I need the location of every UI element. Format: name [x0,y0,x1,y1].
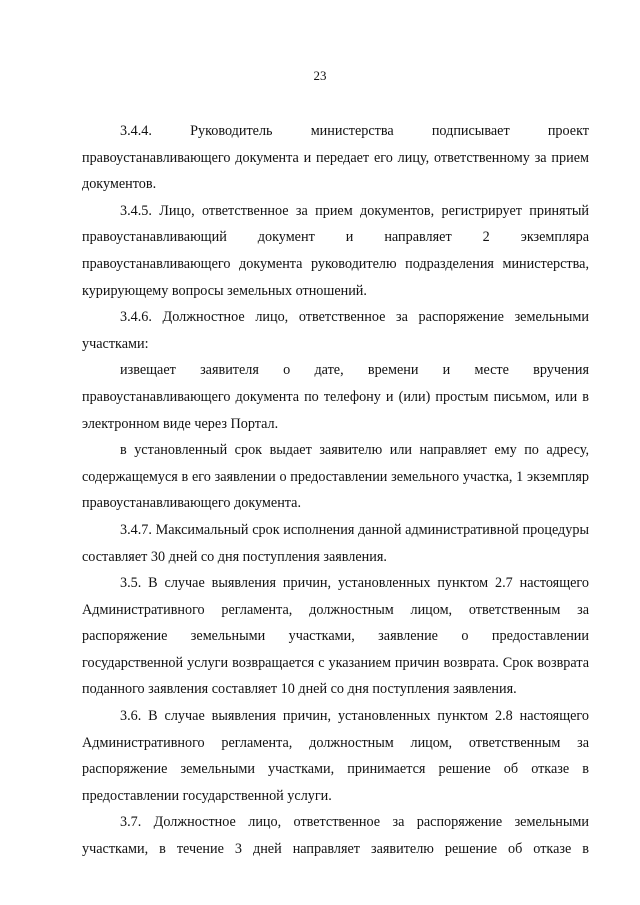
paragraph-3-5: 3.5. В случае выявления причин, установленных пунктом 2.7 настоящего Административного регламента, должностным лицом, ответственным за распоряжение земельными участками, заявление о предоставлении государственной услуги возвращается с указанием причин возврата. Срок возврата поданного заявления составляет 10 дней со дня поступления заявления. [82,575,589,698]
paragraph-3-4-5: 3.4.5. Лицо, ответственное за прием документов, регистрирует принятый правоустанавливающий документ и направляет 2 экземпляра правоустанавливающего документа руководителю подразделения министерства, курирующему вопросы земельных отношений. [82,202,589,299]
paragraph-3-6: 3.6. В случае выявления причин, установленных пунктом 2.8 настоящего Административного регламента, должностным лицом, ответственным за распоряжение земельными участками, принимается решение об отказе в предоставлении государственной услуги. [82,708,589,804]
paragraph-3-7: 3.7. Должностное лицо, ответственное за распоряжение земельными участками, в течение 3 дней направляет заявителю решение об отказе в [82,814,589,858]
document-body [82,118,589,863]
page-number: 23 [313,68,327,83]
paragraph-3-4-4: 3.4.4. Руководитель министерства подписывает проект правоустанавливающего документа и передает его лицу, ответственному за прием документов. [82,123,589,193]
paragraph-3-4-6: 3.4.6. Должностное лицо, ответственное за распоряжение земельными участками: [82,309,589,352]
paragraph-notify: извещает заявителя о дате, времени и месте вручения правоустанавливающего документа по телефону и (или) простым письмом, или в электронном виде через Портал. [82,362,589,432]
paragraph-issue: в установленный срок выдает заявителю или направляет ему по адресу, содержащемуся в его заявлении о предоставлении земельного участка, 1 экземпляр правоустанавливающего документа. [82,442,589,512]
paragraph-3-4-7: 3.4.7. Максимальный срок исполнения данной административной процедуры составляет 30 дней со дня поступления заявления. [82,521,589,565]
